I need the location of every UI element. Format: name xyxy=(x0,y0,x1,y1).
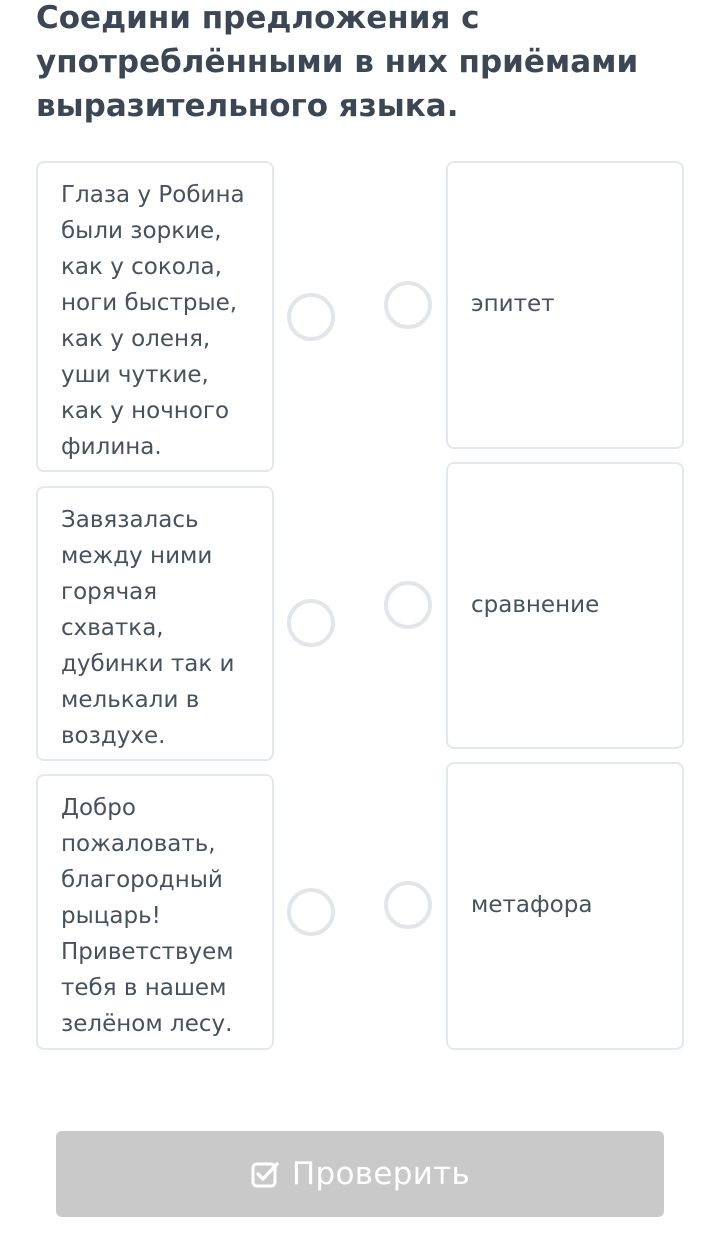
device-text: сравнение xyxy=(471,591,600,618)
sentence-connector-2[interactable] xyxy=(287,599,335,647)
check-button-label: Проверить xyxy=(291,1156,471,1192)
device-card-3[interactable] xyxy=(446,762,684,1050)
device-connector-2[interactable] xyxy=(384,581,432,629)
checkbox-check-icon xyxy=(250,1159,280,1189)
sentence-text: Глаза у Робина были зоркие, как у сокола, ноги быстрые, как у оленя, уши чуткие, как у ночного филина. xyxy=(61,182,245,460)
sentence-card-3[interactable] xyxy=(36,774,274,1050)
sentence-connector-3[interactable] xyxy=(287,888,335,936)
sentence-connector-1[interactable] xyxy=(287,293,335,341)
device-card-2[interactable] xyxy=(446,462,684,749)
check-button[interactable] xyxy=(56,1131,664,1217)
task-title: Соедини предложения с употреблёнными в них приёмами выразительного языка. xyxy=(36,0,639,124)
sentence-card-1[interactable] xyxy=(36,161,274,472)
sentence-text: Добро пожаловать, благородный рыцарь! Приветствуем тебя в нашем зелёном лесу. xyxy=(61,795,234,1037)
sentence-text: Завязалась между ними горячая схватка, дубинки так и мелькали в воздухе. xyxy=(61,507,235,749)
device-text: метафора xyxy=(471,892,593,918)
device-card-1[interactable] xyxy=(446,161,684,449)
device-connector-1[interactable] xyxy=(384,281,432,329)
device-connector-3[interactable] xyxy=(384,881,432,929)
sentence-card-2[interactable] xyxy=(36,486,274,761)
device-text: эпитет xyxy=(471,291,555,317)
